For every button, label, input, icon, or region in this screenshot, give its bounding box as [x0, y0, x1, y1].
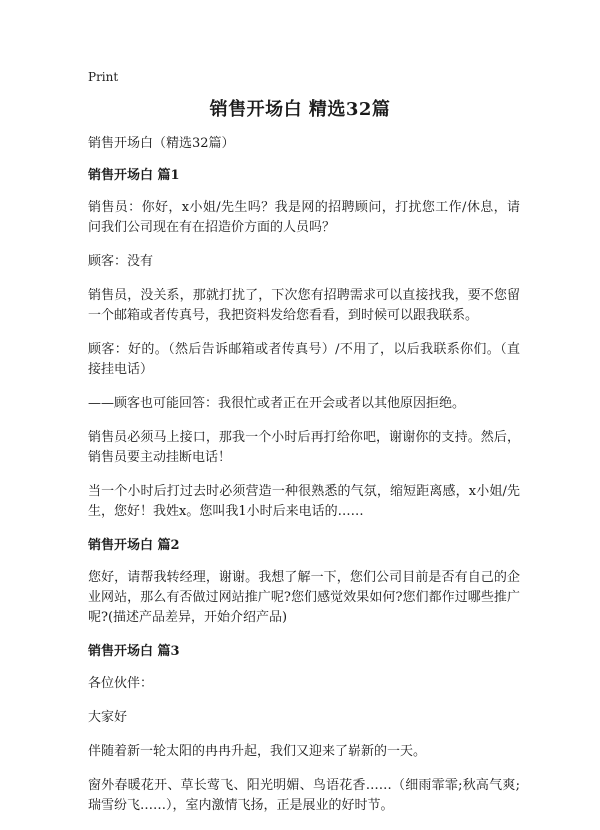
paragraph: 销售员，没关系，那就打扰了，下次您有招聘需求可以直接找我，要不您留一个邮箱或者传真号，我把资料发给您看看，到时候可以跟我联系。	[88, 288, 520, 323]
paragraph: 销售员：你好，x小姐/先生吗？我是网的招聘顾问，打扰您工作/休息，请问我们公司现在有在招造价方面的人员吗？	[88, 200, 520, 235]
paragraph: 当一个小时后打过去时必须营造一种很熟悉的气氛，缩短距离感，x小姐/先生，您好！我姓x。您叫我1小时后来电话的……	[88, 484, 520, 519]
paragraph: 顾客：好的。（然后告诉邮箱或者传真号）/不用了，以后我联系你们。（直接挂电话）	[88, 342, 520, 377]
section-heading: 销售开场白 篇1	[88, 168, 180, 183]
document-title: 销售开场白 精选32篇	[209, 99, 391, 120]
section-heading: 销售开场白 篇3	[88, 644, 180, 659]
document-subtitle: 销售开场白（精选32篇）	[88, 136, 235, 151]
paragraph: 各位伙伴：	[88, 676, 154, 691]
document-body	[88, 134, 520, 830]
paragraph: 窗外春暖花开、草长莺飞、阳光明媚、鸟语花香……（细雨霏霏;秋高气爽;瑞雪纷飞……），室内激情飞扬，正是展业的好时节。	[88, 778, 520, 813]
paragraph: 销售员必须马上接口，那我一个小时后再打给你吧，谢谢你的支持。然后，销售员要主动挂断电话！	[88, 430, 520, 465]
paragraph: 您好，请帮我转经理，谢谢。我想了解一下，您们公司目前是否有自己的企业网站，那么有否做过网站推广呢?您们感觉效果如何?您们都作过哪些推广呢?(描述产品差异，开始介绍产品)	[88, 570, 520, 625]
section-heading: 销售开场白 篇2	[88, 538, 180, 553]
paragraph: 大家好	[88, 710, 128, 725]
paragraph: ——顾客也可能回答：我很忙或者正在开会或者以其他原因拒绝。	[88, 396, 466, 411]
paragraph: 顾客：没有	[88, 254, 154, 269]
print-link[interactable]: Print	[88, 70, 119, 84]
paragraph: 伴随着新一轮太阳的冉冉升起，我们又迎来了崭新的一天。	[88, 744, 427, 759]
